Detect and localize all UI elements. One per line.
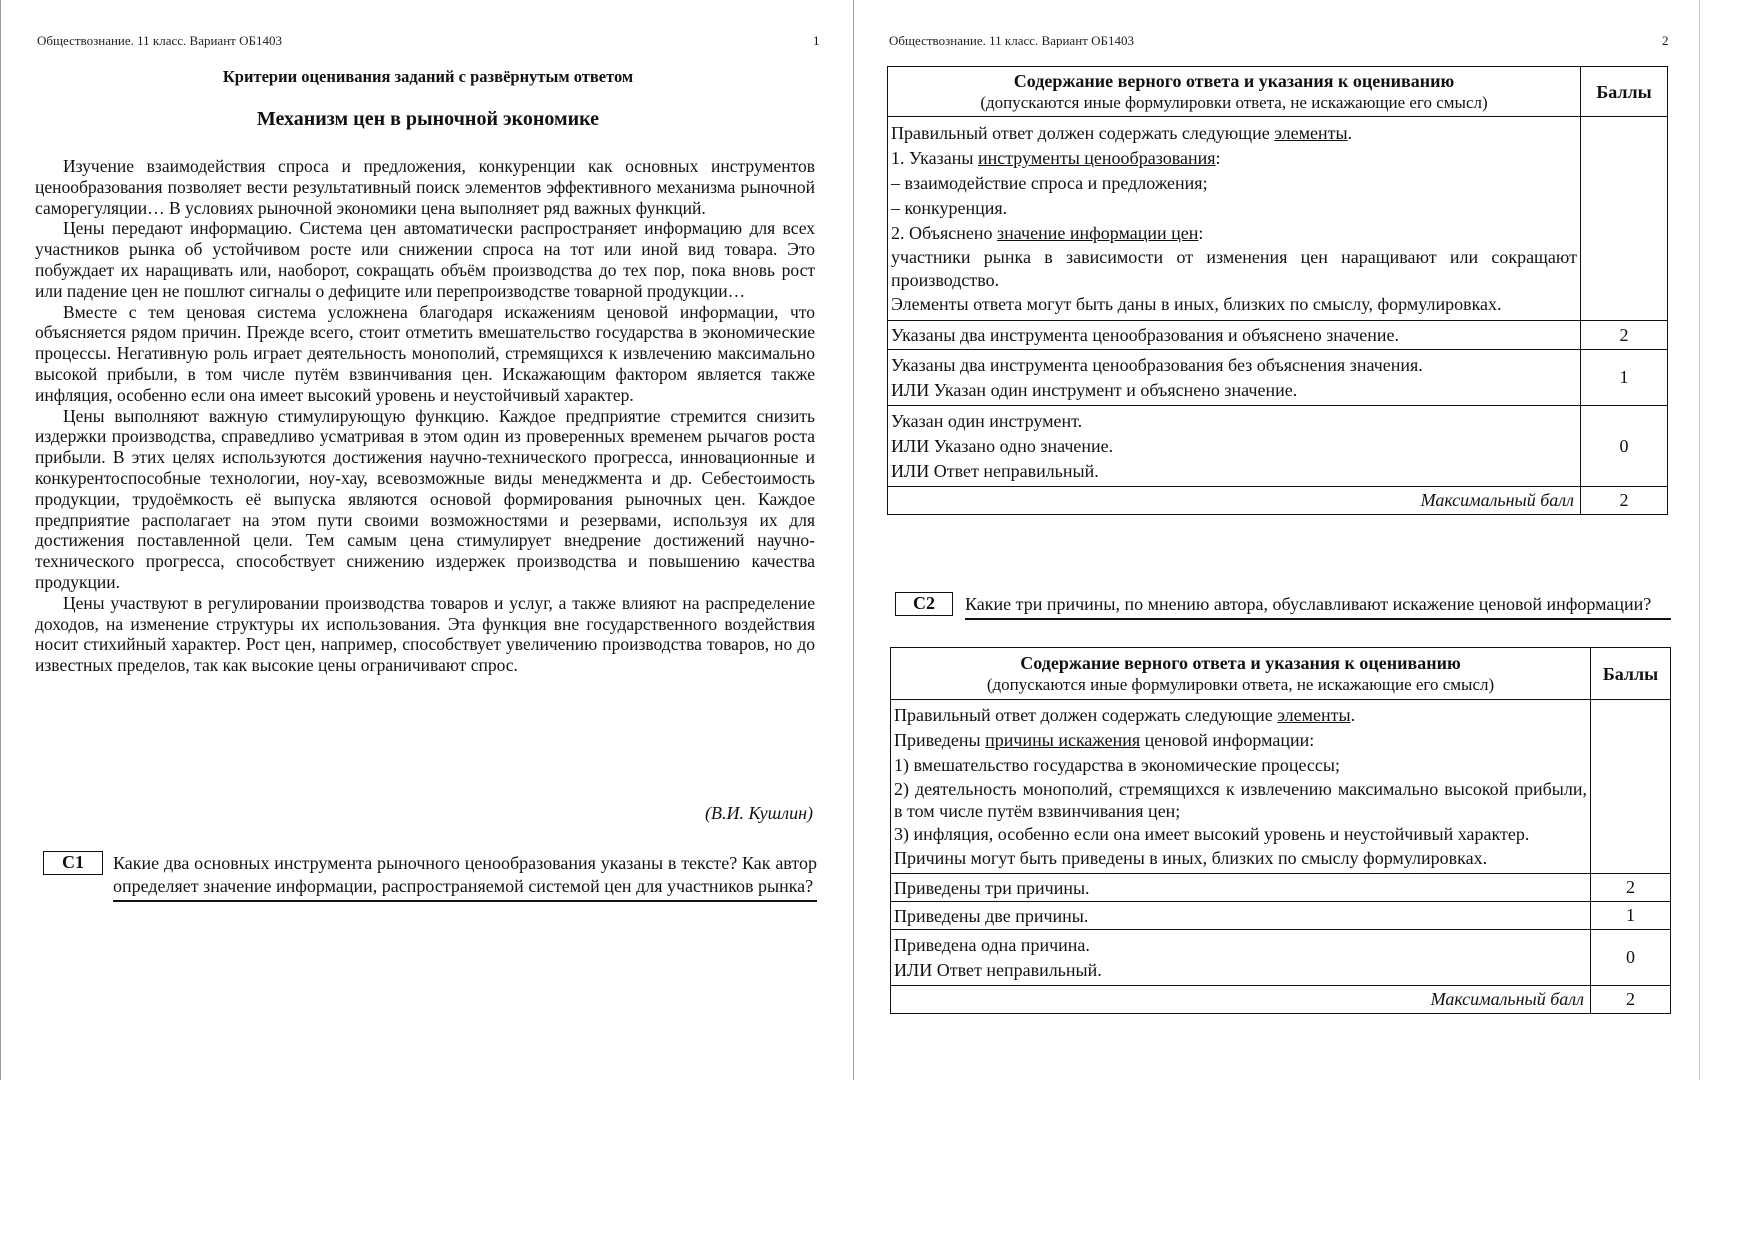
paragraph: Цены выполняют важную стимулирующую функцию. Каждое предприятие стремится снизить издержки производства, справедливо усматривая в этом один из проверенных временем рычагов роста прибыли. В этих целях используются достижения научно-технического прогресса, инновационные и конкурентоспособные технологии, ноу-хау, всевозможные виды менеджмента и др. Себестоимость продукции, трудоёмкость её выпуска являются основой формирования рыночных цен. Каждое предприятие располагает на этом пути своими возможностями и резервами, используя их для достижения поставленной цели. Тем самым цена стимулирует внедрение достижений научно-технического прогресса, способствует снижению издержек производства и повышению качества продукции. — [35, 405, 815, 592]
source-text — [35, 156, 815, 676]
paragraph: Цены участвуют в регулировании производства товаров и услуг, а также влияют на распределение доходов, на изменение структуры их использования. Эта функция вне государственного воздействия носит стихийный характер. Рост цен, например, способствует увеличению производства товаров, но до известных пределов, так как высокие цены ограничивают спрос. — [35, 592, 815, 676]
answer-elements: Правильный ответ должен содержать следующие элементы. Приведены причины искажения ценовой информации: 1) вмешательство государства в экономические процессы; 2) деятельность монополий, стремящихся к извлечению максимально высокой прибыли, в том числе путём взвинчивания цен; 3) инфляция, особенно если она имеет высокий уровень и неустойчивый характер. Причины могут быть приведены в иных, близких по смыслу формулировках. — [891, 700, 1591, 874]
max-score-row — [888, 487, 1668, 515]
question-label-c2: C2 — [895, 592, 953, 616]
question-text-c2: Какие три причины, по мнению автора, обуславливают искажение ценовой информации? — [965, 593, 1671, 620]
score-row: Указаны два инструмента ценообразования без объяснения значения. ИЛИ Указан один инструмент и объяснено значение. 1 — [888, 350, 1668, 406]
criteria-table-c2 — [890, 647, 1671, 1014]
max-score-value: 2 — [1581, 487, 1668, 515]
score-row: Приведены две причины. 1 — [891, 902, 1671, 930]
running-header: Обществознание. 11 класс. Вариант ОБ1403 — [889, 33, 1134, 48]
score-value: 0 — [1591, 930, 1671, 986]
question-text-c1: Какие два основных инструмента рыночного ценообразования указаны в тексте? Как автор определяет значение информации, распространяемой системой цен для участников рынка? — [113, 852, 817, 902]
table-header-content — [888, 67, 1581, 117]
score-value: 0 — [1581, 406, 1668, 487]
header-title: Содержание верного ответа и указания к оцениванию — [1013, 70, 1455, 91]
table-header-score: Баллы — [1581, 67, 1668, 117]
score-row: Указан один инструмент. ИЛИ Указано одно значение. ИЛИ Ответ неправильный. 0 — [888, 406, 1668, 487]
header-subtitle: (допускаются иные формулировки ответа, не искажающие его смысл) — [980, 92, 1488, 112]
score-value: 2 — [1591, 874, 1671, 902]
table-header-row — [891, 648, 1671, 700]
author-attribution: (В.И. Кушлин) — [704, 803, 813, 823]
right-page — [855, 0, 1700, 1080]
table-header-score: Баллы — [1591, 648, 1671, 700]
max-score-label: Максимальный балл — [891, 986, 1591, 1014]
criteria-title: Критерии оценивания заданий с развёрнутым ответом — [222, 67, 634, 86]
paragraph: Изучение взаимодействия спроса и предложения, конкуренции как основных инструментов ценообразования позволяет вести результативный поиск элементов эффективного механизма рыночной саморегуляции… В условиях рыночной экономики цена выполняет ряд важных функций. — [35, 156, 815, 218]
score-value: 1 — [1591, 902, 1671, 930]
running-header: Обществознание. 11 класс. Вариант ОБ1403 — [37, 33, 282, 48]
header-subtitle: (допускаются иные формулировки ответа, не искажающие его смысл) — [986, 674, 1495, 694]
header-title: Содержание верного ответа и указания к оцениванию — [1020, 652, 1461, 673]
max-score-label: Максимальный балл — [888, 487, 1581, 515]
text-title: Механизм цен в рыночной экономике — [256, 108, 600, 130]
score-row: Приведены три причины. 2 — [891, 874, 1671, 902]
paragraph: Вместе с тем ценовая система усложнена благодаря искажениям ценовой информации, что объясняется рядом причин. Прежде всего, стоит отметить вмешательство государства в экономические процессы. Негативную роль играет деятельность монополий, стремящихся к извлечению максимально высокой прибыли, в том числе путём взвинчивания цен. Искажающим фактором является также инфляция, особенно если она имеет высокий уровень и неустойчивый характер. — [35, 301, 815, 405]
table-header-row — [888, 67, 1668, 117]
criteria-table-c1 — [887, 66, 1668, 515]
score-row: Указаны два инструмента ценообразования и объяснено значение. 2 — [888, 321, 1668, 350]
question-label-c1: C1 — [43, 851, 103, 875]
answer-elements-row — [891, 700, 1671, 874]
score-row: Приведена одна причина. ИЛИ Ответ неправильный. 0 — [891, 930, 1671, 986]
answer-elements-row — [888, 117, 1668, 321]
max-score-row — [891, 986, 1671, 1014]
answer-elements: Правильный ответ должен содержать следующие элементы. 1. Указаны инструменты ценообразования: – взаимодействие спроса и предложения; – конкуренция. 2. Объяснено значение информации цен: участники рынка в зависимости от изменения цен наращивают или сокращают производство. Элементы ответа могут быть даны в иных, близких по смыслу, формулировках. — [888, 117, 1581, 321]
score-value: 1 — [1581, 350, 1668, 406]
max-score-value: 2 — [1591, 986, 1671, 1014]
paragraph: Цены передают информацию. Система цен автоматически распространяет информацию для всех участников рынка об устойчивом росте или снижении спроса на тот или иной вид товара. Это побуждает их наращивать или, наоборот, сокращать объём производства до тех пор, пока вновь рост или падение цен не пошлют сигналы о дефиците или перепроизводстве товарной продукции… — [35, 218, 815, 301]
table-header-content — [891, 648, 1591, 700]
page-number: 2 — [1662, 33, 1669, 48]
score-value: 2 — [1581, 321, 1668, 350]
left-page — [0, 0, 854, 1080]
page-number: 1 — [813, 33, 820, 48]
